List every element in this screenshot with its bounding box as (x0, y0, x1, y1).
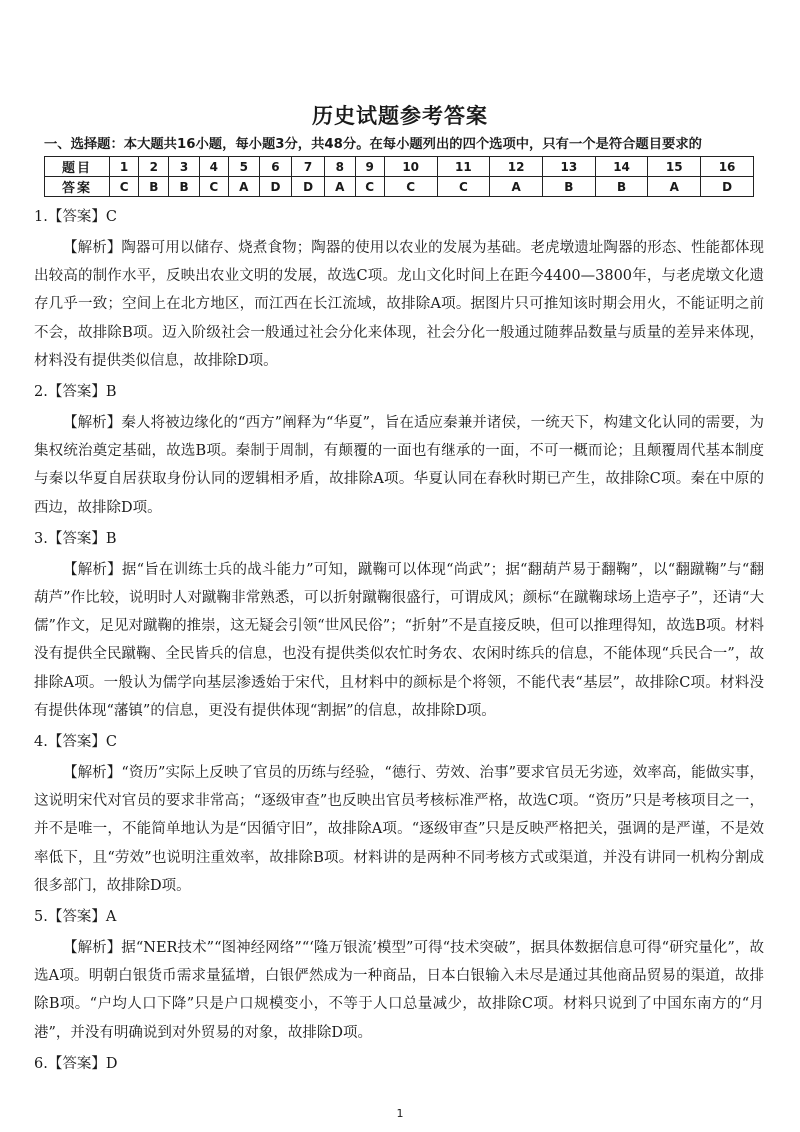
question-number-cell: 2 (139, 157, 169, 177)
answer-cell: B (542, 177, 595, 197)
document-title: 历史试题参考答案 (312, 104, 488, 128)
answer-cell: B (595, 177, 648, 197)
question-number-cell: 6 (259, 157, 292, 177)
answer-item-1 (34, 206, 764, 375)
answer-cell: D (701, 177, 754, 197)
question-number-cell: 4 (199, 157, 228, 177)
answer-cell: A (228, 177, 259, 197)
answer-cell: C (199, 177, 228, 197)
answer-cell: D (292, 177, 325, 197)
question-number-cell: 14 (595, 157, 648, 177)
explanation-paragraph: 【解析】“资历”实际上反映了官员的历练与经验，“德行、劳效、治事”要求官员无劣迹，效率高，能做实事，这说明宋代对官员的要求非常高；“逐级审查”也反映出官员考核标准严格，故选C项。“资历”只是考核项目之一，并不是唯一，不能简单地认为是“因循守旧”，故排除A项。“逐级审查”只是反映严格把关，强调的是严谨，不是效率低下，且“劳效”也说明注重效率，故排除B项。材料讲的是两种不同考核方式或渠道，并没有讲同一机构分割成很多部门，故排除D项。 (34, 765, 764, 894)
question-number-cell: 1 (110, 157, 139, 177)
answer-line: 6.【答案】D (34, 1055, 118, 1072)
answer-table (44, 156, 754, 197)
question-number-cell: 15 (648, 157, 701, 177)
answer-row-label: 答案 (45, 177, 110, 197)
answer-item-3 (34, 528, 764, 725)
question-number-cell: 12 (490, 157, 543, 177)
answer-cell: C (355, 177, 384, 197)
answer-item-6 (34, 1053, 764, 1075)
question-number-cell: 5 (228, 157, 259, 177)
answer-cell: A (648, 177, 701, 197)
answer-explanations (34, 206, 764, 1081)
answer-cell: C (110, 177, 139, 197)
answer-cell: A (324, 177, 355, 197)
question-number-cell: 13 (542, 157, 595, 177)
answer-cell: B (139, 177, 169, 197)
page-number: 1 (396, 1107, 404, 1120)
explanation-paragraph: 【解析】秦人将被边缘化的“西方”阐释为“华夏”，旨在适应秦兼并诸侯，一统天下，构建文化认同的需要，为集权统治奠定基础，故选B项。秦制于周制，有颠覆的一面也有继承的一面，不可一概而论；且颠覆周代基本制度与秦以华夏自居获取身份认同的逻辑相矛盾，故排除A项。华夏认同在春秋时期已产生，故排除C项。秦在中原的西边，故排除D项。 (34, 415, 764, 516)
question-number-cell: 9 (355, 157, 384, 177)
question-number-cell: 16 (701, 157, 754, 177)
answer-cell: D (259, 177, 292, 197)
answer-cell: A (490, 177, 543, 197)
question-number-cell: 10 (384, 157, 437, 177)
answer-line: 5.【答案】A (34, 909, 117, 926)
answer-item-2 (34, 381, 764, 522)
explanation-paragraph: 【解析】陶器可用以储存、烧煮食物；陶器的使用以农业的发展为基础。老虎墩遗址陶器的形态、性能都体现出较高的制作水平，反映出农业文明的发展，故选C项。龙山文化时间上在距今4400—3800年，与老虎墩文化遗存几乎一致；空间上在北方地区，而江西在长江流域，故排除A项。据图片只可推知该时期会用火，不能证明之前不会，故排除B项。迈入阶级社会一般通过社会分化来体现，社会分化一般通过随葬品数量与质量的差异来体现，材料没有提供类似信息，故排除D项。 (34, 240, 764, 369)
question-number-cell: 3 (169, 157, 199, 177)
question-number-cell: 7 (292, 157, 325, 177)
answer-cell: C (437, 177, 490, 197)
section-heading: 一、选择题：本大题共16小题，每小题3分，共48分。在每小题列出的四个选项中，只有一个是符合题目要求的 (44, 137, 702, 152)
answer-cell: C (384, 177, 437, 197)
answer-cell: B (169, 177, 199, 197)
answer-line: 4.【答案】C (34, 734, 117, 751)
explanation-paragraph: 【解析】据“旨在训练士兵的战斗能力”可知，蹴鞠可以体现“尚武”；据“翻葫芦易于翻鞠”，以“翻蹴鞠”与“翻葫芦”作比较，说明时人对蹴鞠非常熟悉，可以折射蹴鞠很盛行，可谓成风；颜标“在蹴鞠球场上造亭子”，还请“大儒”作文，足见对蹴鞠的推崇，这无疑会引领“世风民俗”；“折射”不是直接反映，但可以推理得知，故选B项。材料没有提供全民蹴鞠、全民皆兵的信息，也没有提供类似农忙时务农、农闲时练兵的信息，不能体现“兵民合一”，故排除A项。一般认为儒学向基层渗透始于宋代，且材料中的颜标是个将领，不能代表“基层”，故排除C项。材料没有提供体现“藩镇”的信息，更没有提供体现“割据”的信息，故排除D项。 (34, 561, 764, 719)
answer-line: 3.【答案】B (34, 530, 117, 547)
answer-item-4 (34, 731, 764, 900)
answer-table-number-row (45, 157, 754, 177)
answer-line: 2.【答案】B (34, 384, 117, 401)
question-number-cell: 8 (324, 157, 355, 177)
answer-table-answer-row (45, 177, 754, 197)
number-row-label: 题目 (45, 157, 110, 177)
answer-item-5 (34, 906, 764, 1047)
explanation-paragraph: 【解析】据“NER技术”“图神经网络”“‘隆万银流’模型”可得“技术突破”，据具体数据信息可得“研究量化”，故选A项。明朝白银货币需求量猛增，白银俨然成为一种商品，日本白银输入未尽是通过其他商品贸易的渠道，故排除B项。“户均人口下降”只是户口规模变小，不等于人口总量减少，故排除C项。材料只说到了中国东南方的“月港”，并没有明确说到对外贸易的对象，故排除D项。 (34, 940, 764, 1041)
answer-line: 1.【答案】C (34, 209, 117, 225)
question-number-cell: 11 (437, 157, 490, 177)
